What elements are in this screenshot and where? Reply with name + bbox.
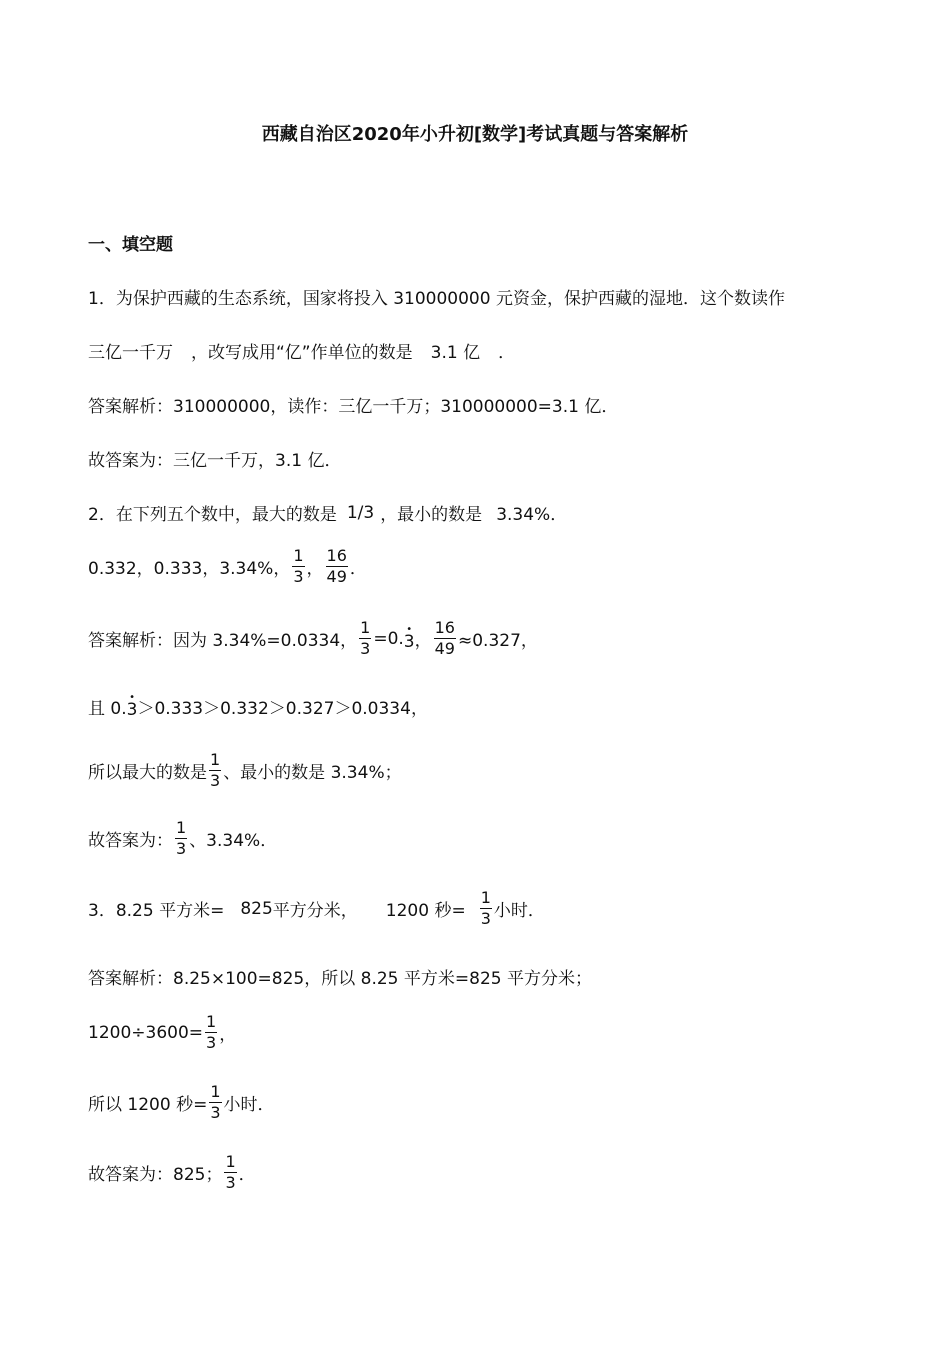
q2-answer-min: 3.34%． xyxy=(496,505,568,525)
q1-mid-text: ，改写成用“亿”作单位的数是 xyxy=(191,343,413,363)
fraction-denominator: 49 xyxy=(326,567,347,586)
q2-stem xyxy=(88,500,567,525)
q2-answer-pre: 故答案为： xyxy=(88,831,173,851)
section-heading: 一、填空题 xyxy=(88,235,173,255)
fraction-one-third xyxy=(205,1014,217,1051)
fraction-numerator: 1 xyxy=(480,888,491,907)
q3-a3-post: 小时． xyxy=(223,1095,275,1115)
q3-analysis-2 xyxy=(88,1014,236,1051)
fraction-sixteen-49ths xyxy=(326,548,348,585)
q2-a3-post: 、最小的数是 3.34%； xyxy=(223,763,402,783)
q3-a3-pre: 所以 1200 秒= xyxy=(88,1095,208,1115)
fraction-denominator: 3 xyxy=(293,567,304,586)
q2-answer xyxy=(88,820,277,857)
fraction-denominator: 3 xyxy=(210,1103,221,1122)
q2-a2-pre: 且 0. xyxy=(88,699,127,719)
q3-stem-c: 1200 秒= xyxy=(385,901,466,921)
repeat-digit: 3 xyxy=(403,632,415,652)
q2-stem-a: 2．在下列五个数中，最大的数是 xyxy=(88,505,337,525)
q3-answer-825: 825 xyxy=(240,898,273,919)
q2-a1-post: ≈0.327， xyxy=(457,631,538,651)
q2-analysis-1 xyxy=(88,620,538,657)
fraction-numerator: 1 xyxy=(360,618,371,637)
q1-stem xyxy=(88,284,785,309)
q1-line1: 1．为保护西藏的生态系统，国家将投入 310000000 元资金，保护西藏的湿地．这个数读作 xyxy=(88,289,785,309)
q2-number-list xyxy=(88,548,367,585)
fraction-numerator: 1 xyxy=(210,750,221,769)
fraction-one-third xyxy=(209,1084,221,1121)
q3-stem-a: 3．8.25 平方米= xyxy=(88,901,225,921)
q2-list-sep: ， xyxy=(306,559,324,579)
q2-a2-post: ＞0.333＞0.332＞0.327＞0.0334， xyxy=(137,699,428,719)
fraction-numerator: 1 xyxy=(225,1152,236,1171)
q1-end: ． xyxy=(498,343,516,363)
q2-a1-sep: ， xyxy=(414,631,432,651)
q3-analysis-1: 答案解析：8.25×100=825，所以 8.25 平方米=825 平方分米； xyxy=(88,969,592,989)
page-title: 西藏自治区2020年小升初[数学]考试真题与答案解析 xyxy=(261,124,689,145)
fraction-one-third xyxy=(209,752,221,789)
q2-answer-max: 1/3 xyxy=(346,502,375,523)
q3-stem xyxy=(88,890,545,927)
q2-list-end: ． xyxy=(349,559,367,579)
q2-answer-post: 、3.34%． xyxy=(189,831,278,851)
q1-analysis: 答案解析：310000000，读作：三亿一千万；310000000=3.1 亿． xyxy=(88,397,619,417)
fraction-denominator: 3 xyxy=(176,839,187,858)
fraction-one-third xyxy=(224,1154,236,1191)
q3-stem-d: 小时． xyxy=(493,901,545,921)
q2-analysis-2 xyxy=(88,694,428,719)
q1-answer-yi: 3.1 亿 xyxy=(430,343,481,363)
q2-a3-pre: 所以最大的数是 xyxy=(88,763,207,783)
q2-a1-eq: =0. xyxy=(373,628,404,649)
fraction-sixteen-49ths xyxy=(434,620,456,657)
fraction-one-third xyxy=(359,620,371,657)
q3-stem-b: 平方分米， xyxy=(272,901,358,921)
q2-analysis-3 xyxy=(88,752,402,789)
fraction-numerator: 1 xyxy=(176,818,187,837)
fraction-denominator: 3 xyxy=(225,1173,236,1192)
fraction-numerator: 16 xyxy=(434,618,455,637)
fraction-denominator: 3 xyxy=(206,1033,217,1052)
fraction-numerator: 1 xyxy=(210,1082,221,1101)
fraction-one-third xyxy=(480,890,492,927)
fraction-numerator: 1 xyxy=(293,546,304,565)
q3-analysis-3 xyxy=(88,1084,275,1121)
q3-a2-post: ， xyxy=(219,1025,237,1045)
q3-a2-pre: 1200÷3600= xyxy=(88,1022,204,1043)
fraction-numerator: 16 xyxy=(326,546,347,565)
q2-stem-b: ，最小的数是 xyxy=(380,505,483,525)
q2-list-text: 0.332，0.333，3.34%， xyxy=(88,559,291,579)
repeating-decimal xyxy=(127,694,138,719)
fraction-one-third xyxy=(292,548,304,585)
q3-answer-post: ． xyxy=(238,1165,256,1185)
fraction-denominator: 49 xyxy=(434,639,455,658)
fraction-one-third xyxy=(175,820,187,857)
q1-stem-cont xyxy=(88,338,515,363)
repeating-decimal xyxy=(404,626,415,651)
repeat-dot: • xyxy=(129,692,135,703)
q3-answer xyxy=(88,1154,256,1191)
q1-answer-reading: 三亿一千万 xyxy=(88,343,173,363)
fraction-numerator: 1 xyxy=(206,1012,217,1031)
fraction-denominator: 3 xyxy=(480,909,491,928)
q1-answer: 故答案为：三亿一千万，3.1 亿． xyxy=(88,451,342,471)
repeat-dot: • xyxy=(406,624,413,635)
q3-answer-pre: 故答案为：825； xyxy=(88,1165,223,1185)
q2-a1-pre: 答案解析：因为 3.34%=0.0334， xyxy=(88,631,358,651)
fraction-denominator: 3 xyxy=(360,639,371,658)
fraction-denominator: 3 xyxy=(210,771,221,790)
repeat-digit: 3 xyxy=(126,700,138,720)
